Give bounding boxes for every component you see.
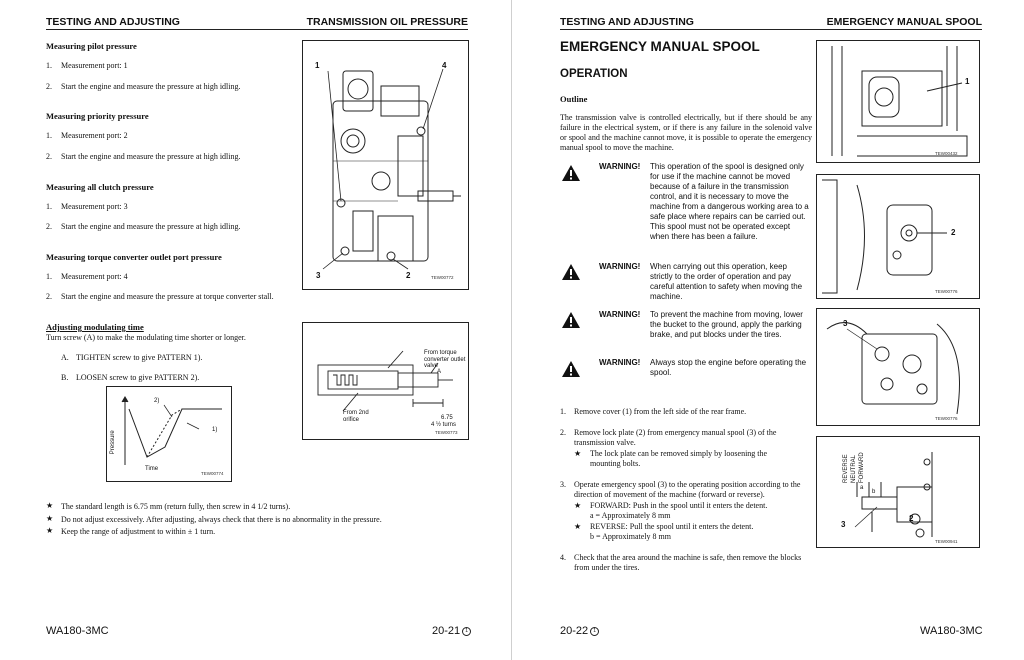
from-torque-label: From torque converter outlet valve bbox=[424, 350, 466, 369]
warning-text: To prevent the machine from moving, lower the bucket to the ground, apply the parking brake, and put blocks under the tires. bbox=[650, 310, 803, 339]
callout-label: 1 bbox=[965, 77, 970, 86]
pattern-2-label: 2) bbox=[154, 398, 160, 404]
frame-drawing bbox=[817, 41, 979, 162]
warning-icon bbox=[562, 165, 580, 181]
list-number: 1. bbox=[46, 272, 52, 281]
star-bullet: ★ bbox=[46, 526, 54, 535]
adjust-option-a: TIGHTEN screw to give PATTERN 1). bbox=[76, 353, 203, 362]
transmission-valve-figure bbox=[302, 40, 469, 290]
spool-position-figure bbox=[816, 436, 980, 548]
section-subtitle: OPERATION bbox=[560, 68, 628, 80]
star-bullet: ★ bbox=[574, 449, 582, 458]
adjust-intro: Turn screw (A) to make the modulating time shorter or longer. bbox=[46, 333, 246, 342]
from-2nd-label: From 2nd orifice bbox=[343, 410, 369, 423]
warning-label: WARNING! bbox=[599, 358, 641, 367]
adjust-option-b: LOOSEN screw to give PATTERN 2). bbox=[76, 373, 200, 382]
right-page bbox=[512, 0, 1024, 660]
valve-drawing bbox=[303, 41, 468, 289]
step-number: 3. bbox=[560, 480, 566, 489]
dim-b-label: b bbox=[872, 489, 876, 495]
list-marker: A. bbox=[61, 353, 69, 362]
footer-model: WA180-3MC bbox=[920, 625, 983, 637]
y-axis-label: Pressure bbox=[109, 430, 116, 455]
list-number: 1. bbox=[46, 202, 52, 211]
page-header bbox=[46, 16, 468, 30]
header-topic: EMERGENCY MANUAL SPOOL bbox=[826, 16, 982, 28]
header-topic: TRANSMISSION OIL PRESSURE bbox=[306, 16, 468, 28]
x-axis-label: Time bbox=[145, 466, 159, 472]
lock-plate-figure bbox=[816, 174, 980, 299]
callout-label: 2 bbox=[951, 228, 956, 237]
warning-text: This operation of the spool is designed only for use if the machine cannot be moved because of a failure in the transmission control, and it is necessary to move the machine from a dangerous working area to a safe place where repairs can be carried out. This spool must not be operated except when there has been a failure. bbox=[650, 162, 809, 241]
step-text: Remove lock plate (2) from emergency manual spool (3) of the transmission valve. bbox=[574, 428, 777, 447]
note-text: Do not adjust excessively. After adjusting, always check that there is no abnormality in the pressure. bbox=[61, 515, 382, 524]
pattern-graph bbox=[107, 387, 231, 481]
page-number: 20-21 bbox=[432, 625, 461, 637]
modulating-screw-figure bbox=[302, 322, 469, 440]
list-marker: B. bbox=[61, 373, 69, 382]
warning-icon bbox=[562, 264, 580, 280]
callout-label: 2 bbox=[909, 514, 914, 523]
step-number: 4. bbox=[560, 553, 566, 562]
list-item: Measurement port: 3 bbox=[61, 202, 128, 211]
forward-note: FORWARD: Push in the spool until it enters the detent. bbox=[590, 501, 768, 510]
star-bullet: ★ bbox=[574, 501, 582, 510]
callout-label: 3 bbox=[841, 520, 846, 529]
section-title-clutch: Measuring all clutch pressure bbox=[46, 182, 154, 192]
callout-label: 1 bbox=[315, 61, 320, 70]
figure-code: TEW00432 bbox=[935, 151, 958, 156]
footer-page-number bbox=[432, 625, 471, 637]
callout-label: 2 bbox=[406, 271, 411, 280]
reverse-note: REVERSE: Pull the spool until it enters the detent. bbox=[590, 522, 754, 531]
reverse-label: REVERSE bbox=[843, 454, 849, 483]
spool-drawing bbox=[817, 309, 979, 425]
spool-location-figure bbox=[816, 308, 980, 426]
revision-mark: 1 bbox=[462, 627, 471, 636]
adjust-title: Adjusting modulating time bbox=[46, 322, 144, 332]
warning-text: When carrying out this operation, keep strictly to the order of operation and pay careful attention to safety when moving the machine. bbox=[650, 262, 803, 301]
list-number: 2. bbox=[46, 152, 52, 161]
list-number: 1. bbox=[46, 61, 52, 70]
note-text: Keep the range of adjustment to within ± 1 turn. bbox=[61, 527, 216, 536]
star-bullet: ★ bbox=[46, 514, 54, 523]
section-title-priority: Measuring priority pressure bbox=[46, 111, 149, 121]
note-text: The standard length is 6.75 mm (return fully, then screw in 4 1/2 turns). bbox=[61, 502, 291, 511]
outline-title: Outline bbox=[560, 94, 588, 104]
footer-model: WA180-3MC bbox=[46, 625, 109, 637]
list-number: 1. bbox=[46, 131, 52, 140]
list-number: 2. bbox=[46, 82, 52, 91]
step-text: Remove cover (1) from the left side of the rear frame. bbox=[574, 407, 747, 416]
star-bullet: ★ bbox=[46, 501, 54, 510]
figure-code: TEW00772 bbox=[431, 275, 454, 280]
forward-sub: a = Approximately 8 mm bbox=[590, 511, 671, 520]
step-text: Check that the area around the machine is safe, then remove the blocks from under the tires. bbox=[574, 553, 802, 572]
figure-code: TEW00773 bbox=[435, 430, 458, 435]
list-number: 2. bbox=[46, 292, 52, 301]
turns-label: 4 ½ turns bbox=[431, 422, 457, 428]
figure-code: TEW00776 bbox=[935, 416, 958, 421]
forward-label: FORWARD bbox=[859, 452, 865, 483]
neutral-label: NEUTRAL bbox=[851, 454, 857, 483]
list-item: Measurement port: 1 bbox=[61, 61, 128, 70]
spool-position-drawing bbox=[817, 437, 979, 547]
list-number: 2. bbox=[46, 222, 52, 231]
page-number: 20-22 bbox=[560, 625, 589, 637]
warning-label: WARNING! bbox=[599, 162, 641, 171]
list-item: Start the engine and measure the pressure at high idling. bbox=[61, 82, 241, 91]
list-item: Measurement port: 2 bbox=[61, 131, 128, 140]
list-item: Start the engine and measure the pressure at torque converter stall. bbox=[61, 292, 274, 301]
list-item: Measurement port: 4 bbox=[61, 272, 128, 281]
revision-mark: 1 bbox=[590, 627, 599, 636]
dimension-label: 6.75 bbox=[441, 415, 453, 421]
section-title-pilot: Measuring pilot pressure bbox=[46, 41, 137, 51]
warning-icon bbox=[562, 312, 580, 328]
step-number: 2. bbox=[560, 428, 566, 437]
step-number: 1. bbox=[560, 407, 566, 416]
pattern-1-label: 1) bbox=[212, 427, 218, 433]
figure-code: TEW00941 bbox=[935, 539, 958, 544]
list-item: Start the engine and measure the pressure at high idling. bbox=[61, 222, 241, 231]
step-text: Operate emergency spool (3) to the operating position according to the direction of movement of the machine (forward or reverse). bbox=[574, 480, 801, 499]
list-item: Start the engine and measure the pressure at high idling. bbox=[61, 152, 241, 161]
warning-text: Always stop the engine before operating the spool. bbox=[650, 358, 807, 377]
dim-a-label: a bbox=[860, 485, 864, 491]
header-section: TESTING AND ADJUSTING bbox=[560, 16, 694, 28]
page-title: EMERGENCY MANUAL SPOOL bbox=[560, 39, 760, 54]
page-header bbox=[560, 16, 982, 30]
step-note: The lock plate can be removed simply by loosening the mounting bolts. bbox=[590, 449, 768, 468]
warning-icon bbox=[562, 361, 580, 377]
reverse-sub: b = Approximately 8 mm bbox=[590, 532, 671, 541]
header-section: TESTING AND ADJUSTING bbox=[46, 16, 180, 28]
footer-page-number bbox=[560, 625, 599, 637]
pressure-pattern-figure bbox=[106, 386, 232, 482]
star-bullet: ★ bbox=[574, 522, 582, 531]
section-title-torque: Measuring torque converter outlet port pressure bbox=[46, 252, 222, 262]
warning-label: WARNING! bbox=[599, 262, 641, 271]
callout-label: 4 bbox=[442, 61, 447, 70]
figure-code: TEW00774 bbox=[201, 471, 224, 476]
outline-text: The transmission valve is controlled electrically, but if there should be any failure in the electrical system, or if there is any failure in the solenoid valve or spool and the machine cannot move, it is possible to operate the emergency manual spool to move the machine. bbox=[560, 113, 812, 152]
warning-label: WARNING! bbox=[599, 310, 641, 319]
figure-code: TEW00776 bbox=[935, 289, 958, 294]
callout-label: 3 bbox=[843, 319, 848, 328]
screw-a-label: A bbox=[437, 369, 442, 375]
callout-label: 3 bbox=[316, 271, 321, 280]
cover-location-figure bbox=[816, 40, 980, 163]
